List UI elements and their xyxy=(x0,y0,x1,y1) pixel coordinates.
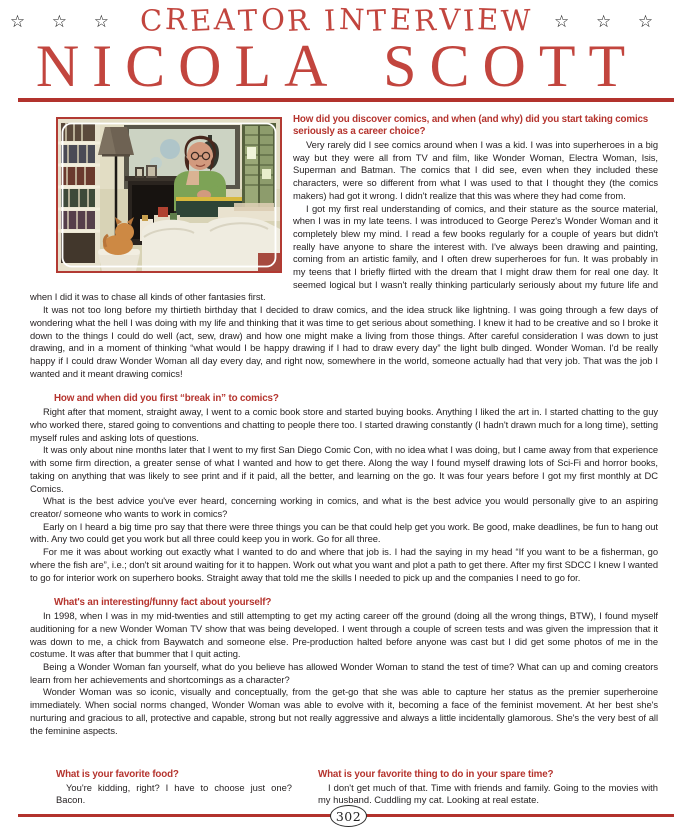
stars-left-decoration: ☆ ☆ ☆ xyxy=(9,11,121,31)
answer-paragraph: Early on I heard a big time pro say that there were three things you can be that could help get you work. Be good, make deadlines, be fun to hang out with. Any two could get you work but all three could keep you in work. Go for all three. xyxy=(30,520,658,545)
stars-right-decoration: ☆ ☆ ☆ xyxy=(553,11,665,31)
favorite-food-block xyxy=(30,769,292,807)
answer-paragraph: Being a Wonder Woman fan yourself, what do you believe has allowed Wonder Woman to stand the test of time? What can up and coming creators learn from her achievements and shortcomings as a character? xyxy=(30,661,658,685)
bottom-question-answer: I don't get much of that. Time with friends and family. Going to the movies with my husband. Cuddling my cat. Looking at real estate. xyxy=(318,781,658,806)
window-shutters xyxy=(242,123,276,215)
page-title: NICOLA SCOTT xyxy=(35,33,639,99)
question-heading: How did you discover comics, and when (and why) did you start taking comics seriously as a career choice? xyxy=(293,114,649,137)
answer-paragraph: I got my first real understanding of comics, and their stature as the source material, when I was in my late teens. I was introduced to George Perez's Wonder Woman and it completely blew my mind. I read a few books regularly for a couple of years but didn't really have anyone to share the interest with. I've always been drawing and painting, coming from an artistic family, and I often drew superheroes for fun. It was probably in my teens that I briefly flirted with the dream that I might draw them for real one day. It seemed logical but I wasn't really thinking particularly seriously about my future life and when I did it was to chase all kinds of other fantasies first. xyxy=(30,202,658,303)
interview-photo xyxy=(56,117,282,273)
answer-paragraph: For me it was about working out exactly what I wanted to do and where that job is. I had the saying in my head “If you want to be a fisherman, go where the fish are”, i.e.; don't sit around waiting for it to happen. Work out what you want and plot a path to get there. After my first SDCC I knew I wanted to go for interior work on superhero books. Straight away that told me the skills I needed to pick up and the companies I need to go for. xyxy=(30,546,658,583)
answer-paragraph: What is the best advice you've ever heard, concerning working in comics, and what is the best advice you would personally give to an aspiring creator/ someone who wants to work in comics? xyxy=(30,495,658,519)
section-kicker: CREATOR INTERVIEW xyxy=(139,1,535,38)
answer-paragraph: Wonder Woman was so iconic, visually and conceptually, from the get-go that she was able to capture her status as the premier superheroine immediately. When social norms changed, Wonder Woman was able to evolve with it, becoming a face of the feminist movement. At her best she's nurturing and gracious to all, protective and capable, strong but not really aggressive and always a little incidentally glamorous. She's the very best of all the feminine aspects. xyxy=(30,686,658,736)
answer-paragraph: Right after that moment, straight away, I went to a comic book store and started buying books. Anything I liked the art in. I started chatting to the guy who worked there, stared going to conventions and chatting to people there too. I started drawing constantly (I hadn't drawn much for a long time), setting myself rules and asking lots of questions. xyxy=(30,406,658,443)
question-heading: How and when did you first “break in” to comics? xyxy=(54,393,279,405)
page-footer xyxy=(0,805,674,829)
bookshelf xyxy=(58,119,100,271)
answer-paragraph: In 1998, when I was in my mid-twenties and still attempting to get my acting career off the ground (doing all the wrong things, BTW), I found myself auditioning for a new Wonder Woman TV show that was being developed. I went through a couple of screen tests and was given the impression that it was down to me, a chick from Baywatch and someone else. Pre-production halted before anyone was cast but I did get some photos of me in the costume. It was after that bummer that I quit acting. xyxy=(30,610,658,660)
question-heading: What's an interesting/funny fact about yourself? xyxy=(54,597,272,609)
answer-paragraph: Very rarely did I see comics around when I was a kid. I was into superheroes in a big way but they were all from TV and film, like Wonder Woman, Electra Woman, Isis, Superman and Batman. The comics that I did see, even when they included these characters, were so different from what I was used to that I thought they (the comics makers) had got it wrong. I didn't realize that this was where they had come from. xyxy=(293,139,658,201)
answer-paragraph: It was only about nine months later that I went to my first San Diego Comic Con, with no idea what I was doing, but I came away from that experience with some firm direction, a greater sense of what I wanted and how to get there. Along the way I found myself drawing lots of Sci-Fi and horror books, taking on anything that was likely to see print and if it paid, all the better, and learning on the go. It was four years before I got my first monthly at DC Comics. xyxy=(30,444,658,494)
article xyxy=(0,102,674,750)
interview-photo-illustration xyxy=(58,119,280,271)
bottom-question-heading: What is your favorite food? xyxy=(56,768,179,780)
page-number-badge: 302 xyxy=(330,805,367,827)
bottom-qa xyxy=(30,769,658,807)
sofa xyxy=(142,217,280,271)
answer-paragraph: It was not too long before my thirtieth birthday that I decided to draw comics, and the idea struck like lightning. I was going through a few days of wondering what the hell I was doing with my life and thinking that it was time to get serious about something. I knew it had to be creative and so I broke it down to the things I could do well (act, sew, draw) and how one might make a living from those things. After careful consideration I was down to just drawing, and in a moment of thinking “what would I be happy drawing if I had to draw every day” the light bulb dinged. Wonder Woman. I'd be really happy if I could draw Wonder Woman all day every day, and right now, somewhere in the world, someone actually had that very job. That was the job I wanted and it meant drawing comics! xyxy=(30,304,658,379)
masthead xyxy=(0,0,674,102)
bottom-question-heading: What is your favorite thing to do in your spare time? xyxy=(318,768,554,780)
spare-time-block xyxy=(292,769,658,807)
kicker-row xyxy=(0,3,674,37)
bottom-question-answer: You're kidding, right? I have to choose just one? Bacon. xyxy=(56,781,292,806)
